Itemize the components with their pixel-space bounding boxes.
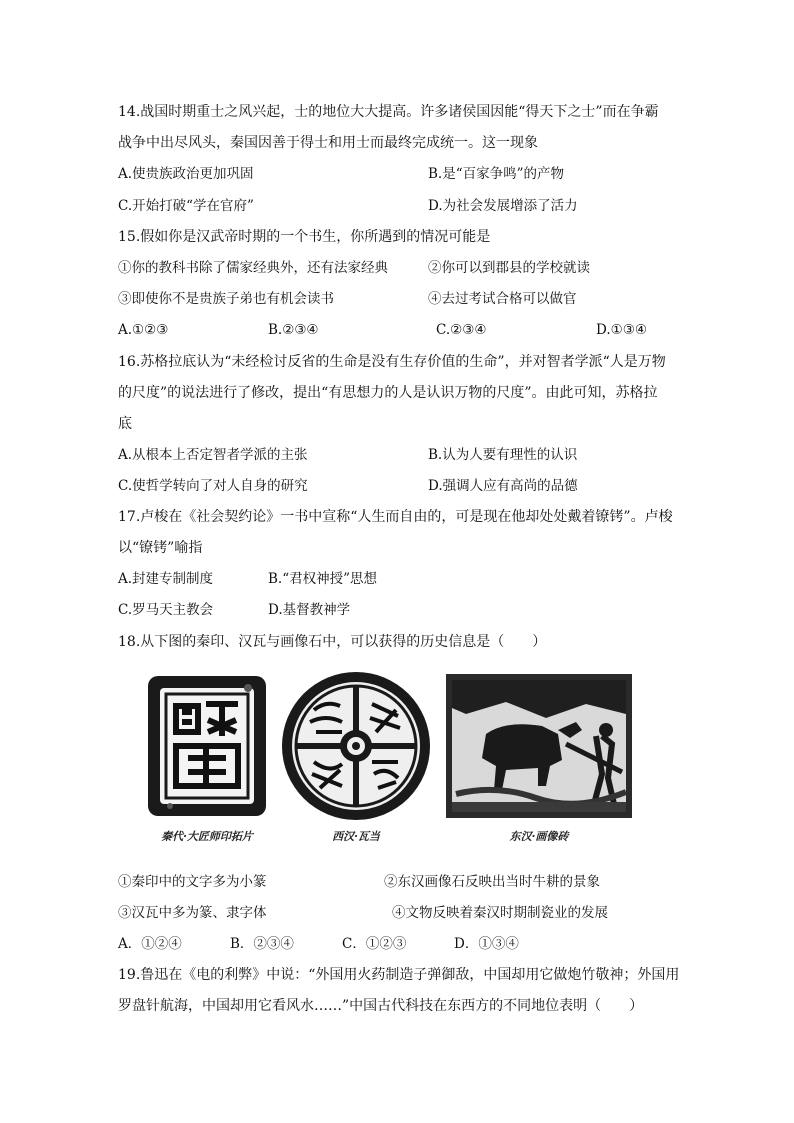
q18-option-d: D．①③④: [454, 936, 519, 952]
q16-stem-line2: 的尺度”的说法进行了修改，提出“有思想力的人是认识万物的尺度”。由此可知，苏格拉: [118, 385, 658, 401]
q15-item-4: ④去过考试合格可以做官: [428, 291, 577, 307]
q19-stem-line2: 罗盘针航海，中国却用它看风水……”中国古代科技在东西方的不同地位表明（ ）: [118, 998, 644, 1014]
q16-stem-line3: 底: [118, 416, 132, 432]
q15-option-b: B.②③④: [268, 322, 319, 338]
q17-option-a: A.封建专制制度: [118, 571, 214, 587]
q18-item-2: ②东汉画像石反映出当时牛耕的景象: [384, 874, 600, 890]
q14-option-c: C.开始打破“学在官府”: [118, 198, 254, 214]
q16-stem-line1: 16.苏格拉底认为“未经检讨反省的生命是没有生存价值的生命”，并对智者学派“人是万物: [118, 354, 666, 370]
q14-stem-line2: 战争中出尽风头，秦国因善于得士和用士而最终完成统一。这一现象: [118, 135, 538, 151]
q18-item-1: ①秦印中的文字多为小篆: [118, 874, 267, 890]
caption-relief-brick: 东汉·画像砖: [509, 830, 569, 843]
eastern-han-relief-image: [446, 674, 632, 818]
q15-option-a: A.①②③: [118, 322, 169, 338]
q16-option-b: B.认为人要有理性的认识: [428, 447, 578, 463]
q15-item-2: ②你可以到郡县的学校就读: [428, 260, 590, 276]
q15-stem: 15.假如你是汉武帝时期的一个书生，你所遇到的情况可能是: [118, 229, 491, 245]
q17-stem-line1: 17.卢梭在《社会契约论》一书中宣称“人生而自由的，可是现在他却处处戴着镣铐”。卢梭: [118, 509, 673, 525]
q16-option-d: D.强调人应有高尚的品德: [428, 478, 578, 494]
q19-stem-line1: 19.鲁迅在《电的利弊》中说：“外国用火药制造子弹御敌，中国却用它做炮竹敬神；外国用: [118, 967, 680, 983]
q14-option-b: B.是“百家争鸣”的产物: [428, 166, 565, 182]
q17-option-b: B.“君权神授”思想: [268, 571, 378, 587]
caption-han-tile: 西汉·瓦当: [332, 830, 380, 843]
q15-option-d: D.①③④: [596, 322, 647, 338]
q14-option-d: D.为社会发展增添了活力: [428, 198, 578, 214]
q18-option-a: A．①②④: [118, 936, 182, 952]
q18-figure: [140, 668, 640, 854]
q18-item-4: ④文物反映着秦汉时期制瓷业的发展: [392, 905, 608, 921]
qin-seal-image: [148, 676, 266, 816]
q18-option-c: C．①②③: [342, 936, 407, 952]
q18-item-3: ③汉瓦中多为篆、隶字体: [118, 905, 267, 921]
q15-item-1: ①你的教科书除了儒家经典外，还有法家经典: [118, 260, 388, 276]
caption-qin-seal: 秦代·大匠师印拓片: [161, 830, 253, 843]
q17-option-d: D.基督教神学: [268, 602, 351, 618]
q14-stem-line1: 14.战国时期重士之风兴起，士的地位大大提高。许多诸侯国因能“得天下之士”而在争霸: [118, 104, 659, 120]
q17-option-c: C.罗马天主教会: [118, 602, 214, 618]
q18-option-b: B．②③④: [230, 936, 294, 952]
q18-stem: 18.从下图的秦印、汉瓦与画像石中，可以获得的历史信息是（ ）: [118, 634, 547, 650]
q16-option-c: C.使哲学转向了对人自身的研究: [118, 478, 308, 494]
q16-option-a: A.从根本上否定智者学派的主张: [118, 447, 308, 463]
q17-stem-line2: 以“镣铐”喻指: [118, 540, 203, 556]
q15-option-c: C.②③④: [436, 322, 487, 338]
han-tile-image: [280, 670, 432, 822]
q14-option-a: A.使贵族政治更加巩固: [118, 166, 254, 182]
q15-item-3: ③即使你不是贵族子弟也有机会读书: [118, 291, 334, 307]
